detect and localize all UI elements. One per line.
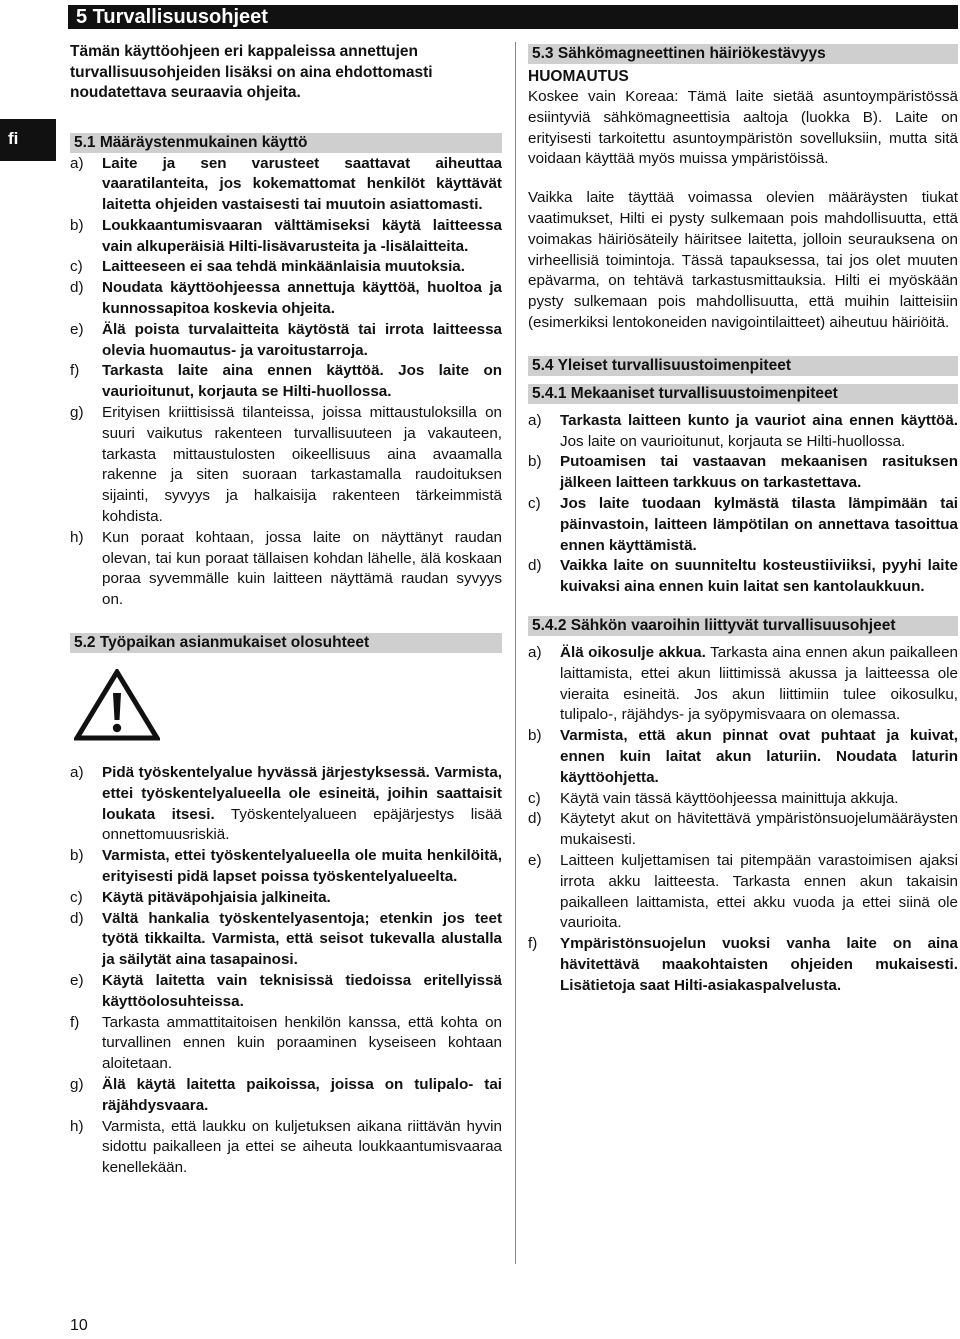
list-item-bold-text: Tarkasta laitteen kunto ja vauriot aina ennen käyttöä. — [560, 411, 958, 429]
list-item-bold-text: Laite ja sen varusteet saattavat aiheuttaa vaaratilanteita, jos kokemattomat henkilöt käyttävät laitetta ohjeiden vastaisesti tai muutoin asiattomasti. — [102, 154, 502, 214]
list-item — [70, 971, 502, 1013]
list-item — [528, 726, 958, 788]
list-item-text — [102, 909, 502, 971]
list-item — [528, 809, 958, 851]
list-item-label: a) — [528, 643, 542, 661]
list-item-label: a) — [70, 154, 84, 172]
list-item-bold-text: Noudata käyttöohjeessa annettuja käyttöä, huoltoa ja kunnossapitoa koskevia ohjeita. — [102, 279, 502, 318]
list-item-text — [102, 1117, 502, 1179]
list-item-bold-text: Älä oikosulje akkua. — [560, 643, 706, 661]
list-item-label: h) — [70, 1117, 84, 1135]
list-item-text — [102, 1075, 502, 1117]
list-item-bold-text: Vältä hankalia työskentelyasentoja; etenkin jos teet työtä tikkailta. Varmista, että seisot tukevalla alustalla ja säilytät aina tasapainosi. — [102, 909, 502, 969]
list-item — [528, 452, 958, 494]
list-item-bold-text: Käytä pitäväpohjaisia jalkineita. — [102, 888, 331, 906]
list-item-text — [560, 809, 958, 851]
page-number: 10 — [70, 1317, 88, 1334]
list-item-text — [102, 403, 502, 528]
list-item — [528, 934, 958, 996]
column-divider — [515, 42, 516, 1264]
list-item — [70, 888, 502, 909]
list-item — [70, 320, 502, 362]
section-5-4-1-heading: 5.4.1 Mekaaniset turvallisuustoimenpiteet — [528, 384, 958, 404]
list-item — [70, 403, 502, 528]
list-item-text — [560, 494, 958, 556]
list-item-normal-text: Työskentelyalueen epäjärjestys lisää onnettomuusriskiä. — [102, 805, 502, 844]
list-item-label: c) — [70, 258, 83, 276]
list-item-label: g) — [70, 1075, 84, 1093]
list-item — [70, 1117, 502, 1179]
list-item — [528, 411, 958, 453]
section-5-4-2-list — [528, 643, 958, 997]
list-item-label: d) — [528, 557, 542, 575]
list-item-label: d) — [528, 810, 542, 828]
list-item — [70, 1013, 502, 1075]
list-item-text — [102, 361, 502, 403]
list-item-text — [102, 846, 502, 888]
list-item-bold-text: Käytä laitetta vain teknisissä tiedoissa eritellyissä käyttöolosuhteissa. — [102, 972, 502, 1010]
list-item-text — [560, 643, 958, 726]
right-column — [528, 44, 958, 996]
left-column — [70, 42, 502, 1179]
list-item-label: a) — [70, 764, 84, 782]
list-item-label: f) — [70, 362, 80, 380]
list-item-text — [102, 888, 502, 909]
list-item-label: b) — [528, 453, 542, 471]
list-item-normal-text: Tarkasta aina ennen akun paikalleen laittamista, ettei akun liittimissä akussa ja laitteessa ole vieraita esineitä. Jos akun liittimiin tulee oikosulku, tulipalo-, räjähdys- ja syöpymisvaara on olemassa. — [560, 643, 959, 724]
list-item — [70, 528, 502, 611]
list-item-text — [560, 851, 958, 934]
list-item-label: g) — [70, 404, 84, 422]
list-item — [528, 494, 958, 556]
list-item — [70, 1075, 502, 1117]
list-item-bold-text: Vaikka laite on suunniteltu kosteustiiviiksi, pyyhi laite kuivaksi aina ennen kuin laitat sen kantolaukkuun. — [560, 557, 958, 596]
list-item-label: c) — [70, 888, 83, 906]
list-item-label: e) — [70, 320, 84, 338]
language-tab: fi — [0, 119, 56, 161]
list-item-text — [102, 971, 502, 1013]
list-item — [70, 846, 502, 888]
list-item-text — [560, 789, 958, 810]
list-item-bold-text: Putoamisen tai vastaavan mekaanisen rasituksen jälkeen laitteen tarkkuus on tarkastettava. — [560, 453, 958, 492]
section-5-3-heading: 5.3 Sähkömagneettinen häiriökestävyys — [528, 44, 958, 64]
list-item — [70, 216, 502, 258]
list-item — [70, 763, 502, 846]
list-item-text — [102, 154, 502, 216]
note-text: Koskee vain Koreaa: Tämä laite sietää asuntoympäristössä esiintyviä sähkömagneettisia aaltoja (luokka B). Laite on erityisesti tarkoitettu asuntoympäristön sovelluksiin, mutta sitä voidaan käyttää myös muissa ympäristöissä. — [528, 88, 958, 168]
list-item-text — [102, 320, 502, 362]
list-item-text — [102, 278, 502, 320]
warning-triangle-icon — [74, 669, 160, 741]
list-item-normal-text: Käytetyt akut on hävitettävä ympäristönsuojelumääräysten mukaisesti. — [560, 810, 958, 849]
list-item-text — [560, 934, 958, 996]
list-item-bold-text: Varmista, ettei työskentelyalueella ole muita henkilöitä, erityisesti pidä lapset poissa työskentelyalueelta. — [102, 847, 502, 886]
list-item — [528, 851, 958, 934]
section-5-4-1-list — [528, 411, 958, 598]
section-5-4-heading: 5.4 Yleiset turvallisuustoimenpiteet — [528, 356, 958, 376]
intro-text: Tämän käyttöohjeen eri kappaleissa annettujen turvallisuusohjeiden lisäksi on aina ehdottomasti noudatettava seuraavia ohjeita. — [70, 43, 433, 101]
list-item-label: b) — [528, 727, 542, 745]
section-5-2-list — [70, 763, 502, 1179]
list-item-label: d) — [70, 279, 84, 297]
list-item — [70, 909, 502, 971]
list-item-normal-text: Laitteen kuljettamisen tai pitempään varastoimisen ajaksi irrota akku laitteesta. Tarkasta ennen akun takaisin paikalleen laittamista, ettei akku vuoda ja ettei siinä ole vaurioita. — [560, 851, 958, 932]
page-title: 5 Turvallisuusohjeet — [68, 5, 958, 29]
list-item-normal-text: Varmista, että laukku on kuljetuksen aikana riittävän hyvin sidottu paikalleen ja ettei se aiheuta loukkaantumisvaaraa kenellekään. — [102, 1117, 502, 1177]
list-item-bold-text: Varmista, että akun pinnat ovat puhtaat ja kuivat, ennen kuin laitat akun laturiin. Noudata laturin käyttöohjetta. — [560, 727, 958, 786]
section-5-4-2-heading: 5.4.2 Sähkön vaaroihin liittyvät turvallisuusohjeet — [528, 616, 958, 636]
list-item-bold-text: Loukkaantumisvaaran välttämiseksi käytä laitteessa vain alkuperäisiä Hilti-lisävarusteita ja -lisälaitteita. — [102, 216, 502, 255]
list-item-bold-text: Laitteeseen ei saa tehdä minkäänlaisia muutoksia. — [102, 258, 465, 276]
list-item-text — [102, 1013, 502, 1075]
list-item-label: d) — [70, 909, 84, 927]
list-item-label: c) — [528, 789, 541, 807]
list-item-text — [102, 528, 502, 611]
list-item-text — [560, 726, 958, 788]
list-item-bold-text: Ympäristönsuojelun vuoksi vanha laite on aina hävitettävä maakohtaisten ohjeiden mukaisesti. Lisätietoja saat Hilti-asiakaspalvelusta. — [560, 935, 958, 994]
list-item-normal-text: Erityisen kriittisissä tilanteissa, joissa mittaustuloksilla on suuri vaikutus rakenteen turvallisuuteen ja vakauteen, tarkasta mittaustulosten oikeellisuus aina avaamalla rakenne ja siten suoraan tarkastamalla raudoituksen sijainti, syvyys ja halkaisija rakenteen tärkeimmistä kohdista. — [102, 404, 502, 526]
list-item-bold-text: Jos laite tuodaan kylmästä tilasta lämpimään tai päinvastoin, laitteen lämpötilan on annettava tasoittua ennen käyttämistä. — [560, 494, 958, 554]
list-item-bold-text: Pidä työskentelyalue hyvässä järjestyksessä. Varmista, ettei työskentelyalueella ole esineitä, joihin saattaisit loukata itsesi. — [102, 764, 502, 823]
emc-paragraph: Vaikka laite täyttää voimassa olevien määräysten tiukat vaatimukset, Hilti ei pysty sulkemaan pois mahdollisuutta, että voimakas häiriösäteily häiritsee laitetta, jolloin seurauksena on virheellisiä toimintoja. Tässä tapauksessa, tai jos olet muuten epävarma, on tehtävä tarkastusmittauksia. Hilti ei myöskään pysty sulkemaan pois mahdollisuutta, että muihin laitteisiin (esimerkiksi lentokoneiden navigointilaitteet) aiheutuu häiriöitä. — [528, 189, 958, 331]
list-item-bold-text: Älä poista turvalaitteita käytöstä tai irrota laitteessa olevia huomautus- ja varoitustarroja. — [102, 320, 502, 359]
list-item-normal-text: Kun poraat kohtaan, jossa laite on näyttänyt raudan olevan, tai kun poraat tällaisen kohdan lähelle, älä koskaan poraa syvemmälle kuin laitteen näyttämä raudan syvyys on. — [102, 528, 502, 609]
list-item-label: b) — [70, 216, 84, 234]
list-item — [528, 643, 958, 726]
list-item-label: b) — [70, 847, 84, 865]
list-item-label: h) — [70, 528, 84, 546]
list-item-label: e) — [528, 851, 542, 869]
list-item — [70, 361, 502, 403]
section-5-1-heading: 5.1 Määräystenmukainen käyttö — [70, 133, 502, 153]
list-item-text — [560, 556, 958, 598]
list-item-label: a) — [528, 411, 542, 429]
list-item-text — [102, 216, 502, 258]
list-item-label: c) — [528, 494, 541, 512]
list-item — [70, 278, 502, 320]
list-item-text — [102, 257, 502, 278]
list-item-text — [560, 411, 958, 453]
list-item-label: f) — [528, 935, 538, 953]
list-item — [70, 154, 502, 216]
list-item-text — [560, 452, 958, 494]
note-title: HUOMAUTUS — [528, 68, 629, 85]
list-item — [528, 789, 958, 810]
list-item-normal-text: Jos laite on vaurioitunut, korjauta se Hilti-huollossa. — [560, 432, 906, 450]
section-5-2-heading: 5.2 Työpaikan asianmukaiset olosuhteet — [70, 633, 502, 653]
list-item-normal-text: Tarkasta ammattitaitoisen henkilön kanssa, että kohta on turvallinen ennen kuin poraaminen kyseiseen kohtaan aloitetaan. — [102, 1013, 502, 1073]
list-item-label: e) — [70, 972, 84, 989]
list-item — [528, 556, 958, 598]
list-item-normal-text: Käytä vain tässä käyttöohjeessa mainittuja akkuja. — [560, 789, 899, 807]
list-item — [70, 257, 502, 278]
list-item-label: f) — [70, 1013, 80, 1031]
section-5-1-list — [70, 154, 502, 612]
list-item-bold-text: Tarkasta laite aina ennen käyttöä. Jos laite on vaurioitunut, korjauta se Hilti-huollossa. — [102, 362, 502, 401]
list-item-text — [102, 763, 502, 846]
list-item-bold-text: Älä käytä laitetta paikoissa, joissa on tulipalo- tai räjähdysvaara. — [102, 1075, 502, 1114]
